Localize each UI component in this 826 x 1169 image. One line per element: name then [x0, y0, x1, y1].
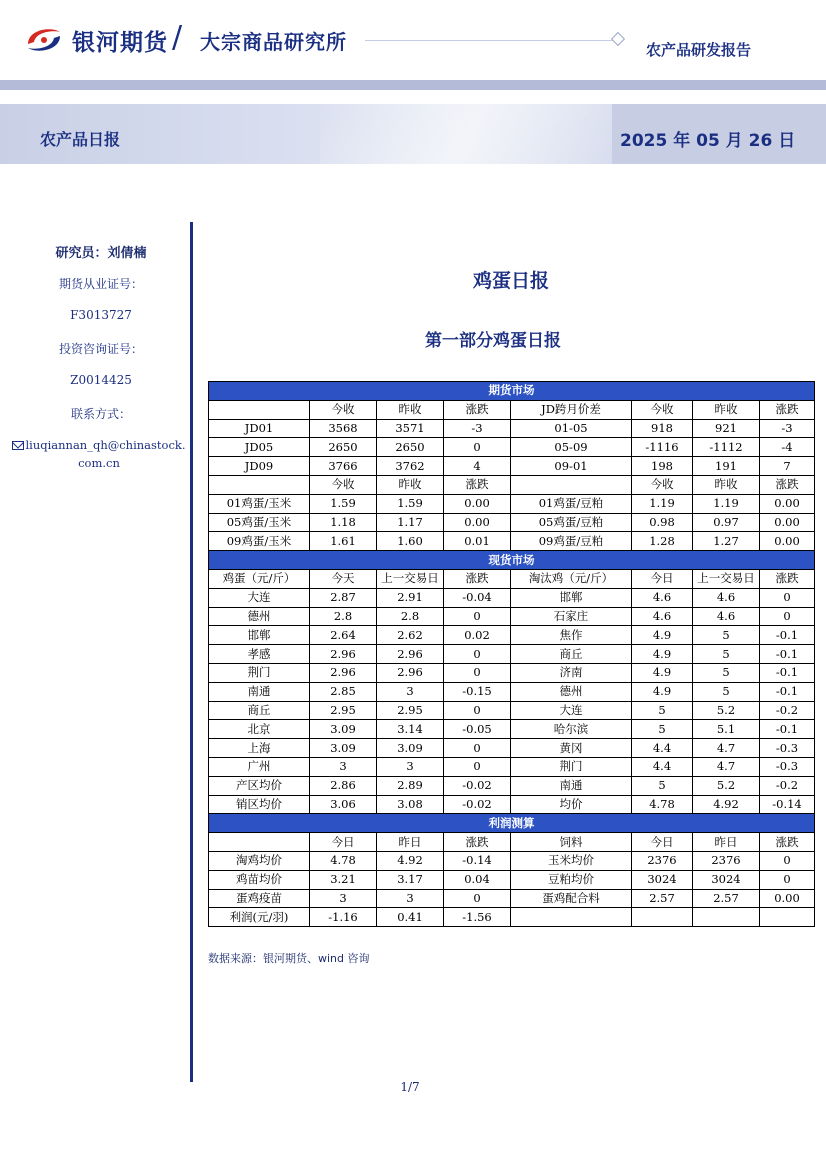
table-cell: 3.09 [310, 739, 377, 758]
table-row [209, 682, 815, 701]
table-cell: 0.00 [444, 513, 511, 532]
table-cell: 3762 [377, 457, 444, 476]
table-cell: 05-09 [511, 438, 632, 457]
spot-section-header-title: 现货市场 [209, 551, 815, 570]
table-row [209, 419, 815, 438]
table-header-row [209, 569, 815, 588]
table-cell: 3.08 [377, 795, 444, 814]
table-cell: 2.95 [310, 701, 377, 720]
table-cell: 荆门 [209, 663, 310, 682]
table-cell: 昨收 [377, 475, 444, 494]
table-cell: 0.00 [760, 532, 815, 551]
table-row [209, 889, 815, 908]
galaxy-logo-icon [24, 22, 64, 58]
table-cell: -0.05 [444, 720, 511, 739]
table-cell: 0.00 [760, 494, 815, 513]
table-cell: 昨日 [693, 833, 760, 852]
table-cell: 4.78 [632, 795, 693, 814]
table-cell: 涨跌 [760, 833, 815, 852]
table-cell: 3766 [310, 457, 377, 476]
table-cell: 4.9 [632, 645, 693, 664]
table-cell: 0 [444, 701, 511, 720]
table-cell: 3.09 [377, 739, 444, 758]
table-cell: 2650 [310, 438, 377, 457]
table-cell: 2.87 [310, 588, 377, 607]
table-cell: -1116 [632, 438, 693, 457]
table-cell: 4.9 [632, 663, 693, 682]
table-cell: 2.96 [310, 645, 377, 664]
table-cell [209, 833, 310, 852]
table-cell: 石家庄 [511, 607, 632, 626]
table-cell: 3 [377, 682, 444, 701]
table-cell: 3.14 [377, 720, 444, 739]
table-cell: 0 [444, 757, 511, 776]
table-cell: 2.96 [310, 663, 377, 682]
consult-label: 投资咨询证号： [58, 342, 143, 356]
table-cell: -1.56 [444, 908, 511, 927]
table-cell: 09鸡蛋/玉米 [209, 532, 310, 551]
table-cell: 5 [632, 720, 693, 739]
table-row [209, 870, 815, 889]
table-cell: 涨跌 [760, 569, 815, 588]
table-cell: 4.7 [693, 757, 760, 776]
table-cell: 0.41 [377, 908, 444, 927]
table-cell: 产区均价 [209, 776, 310, 795]
table-cell: JD01 [209, 419, 310, 438]
table-cell: 今天 [310, 569, 377, 588]
banner-decoration [320, 104, 620, 164]
table-cell: 涨跌 [444, 569, 511, 588]
table-cell [632, 908, 693, 927]
table-row [209, 457, 815, 476]
table-cell: -0.1 [760, 626, 815, 645]
license-number: F3013727 [70, 308, 132, 322]
table-cell: 大连 [209, 588, 310, 607]
table-cell: 0 [760, 851, 815, 870]
brand-name: 银河期货 [72, 30, 168, 56]
table-cell: 商丘 [511, 645, 632, 664]
table-cell: 4.9 [632, 626, 693, 645]
table-cell: 2.57 [693, 889, 760, 908]
table-cell: -0.1 [760, 645, 815, 664]
header-slash: / [172, 20, 183, 55]
table-cell: 5 [632, 701, 693, 720]
table-cell: -0.02 [444, 776, 511, 795]
table-cell: 大连 [511, 701, 632, 720]
table-row [209, 588, 815, 607]
table-cell: -1.16 [310, 908, 377, 927]
table-cell: 198 [632, 457, 693, 476]
table-cell: -0.1 [760, 682, 815, 701]
table-cell: -0.3 [760, 739, 815, 758]
license-label: 期货从业证号： [58, 277, 143, 291]
table-cell: 4.92 [693, 795, 760, 814]
table-cell: 2.96 [377, 645, 444, 664]
table-cell: 昨收 [377, 400, 444, 419]
table-cell: 01鸡蛋/玉米 [209, 494, 310, 513]
consult-number: Z0014425 [70, 373, 132, 387]
table-cell: 05鸡蛋/玉米 [209, 513, 310, 532]
table-cell: 5 [693, 626, 760, 645]
table-cell: 5 [693, 645, 760, 664]
table-cell: 0 [444, 663, 511, 682]
table-cell: 济南 [511, 663, 632, 682]
table-cell: -0.15 [444, 682, 511, 701]
table-cell: 利润(元/羽) [209, 908, 310, 927]
table-cell: 南通 [511, 776, 632, 795]
table-header-row [209, 400, 815, 419]
table-cell: 4.9 [632, 682, 693, 701]
email-line-1: liuqiannan_qh@chinastock. [25, 438, 186, 452]
table-cell: 玉米均价 [511, 851, 632, 870]
table-cell: 5.1 [693, 720, 760, 739]
table-row [209, 607, 815, 626]
table-cell: 1.27 [693, 532, 760, 551]
table-cell: -0.04 [444, 588, 511, 607]
table-cell: 焦作 [511, 626, 632, 645]
table-row [209, 757, 815, 776]
table-cell: 涨跌 [760, 400, 815, 419]
table-cell: 7 [760, 457, 815, 476]
table-cell: 5.2 [693, 701, 760, 720]
table-cell: 09-01 [511, 457, 632, 476]
table-cell: 1.28 [632, 532, 693, 551]
page-number: 1/7 [400, 1080, 420, 1094]
table-cell: 0.00 [760, 513, 815, 532]
table-cell: 孝感 [209, 645, 310, 664]
table-cell: 昨日 [377, 833, 444, 852]
table-cell: 1.17 [377, 513, 444, 532]
diamond-icon [611, 32, 625, 46]
table-row [209, 739, 815, 758]
report-type: 农产品研发报告 [646, 41, 752, 59]
table-cell: 191 [693, 457, 760, 476]
table-cell: -0.14 [444, 851, 511, 870]
contact-label: 联系方式： [70, 407, 131, 421]
table-cell: 1.19 [693, 494, 760, 513]
table-cell: 0 [444, 739, 511, 758]
table-cell: 4 [444, 457, 511, 476]
table-cell: 0.00 [444, 494, 511, 513]
table-cell: 哈尔滨 [511, 720, 632, 739]
spot-section-header [209, 551, 815, 570]
table-row [209, 494, 815, 513]
table-row [209, 720, 815, 739]
table-cell: 2.64 [310, 626, 377, 645]
table-cell: 2.95 [377, 701, 444, 720]
table-cell: 05鸡蛋/豆粕 [511, 513, 632, 532]
table-cell: 3 [377, 889, 444, 908]
contact-email[interactable] [10, 436, 188, 472]
table-cell: 3 [377, 757, 444, 776]
table-cell: 5 [632, 776, 693, 795]
table-row [209, 776, 815, 795]
table-cell: 邯郸 [511, 588, 632, 607]
department-name: 大宗商品研究所 [200, 30, 347, 54]
table-cell: 5 [693, 663, 760, 682]
table-cell: 3.17 [377, 870, 444, 889]
table-cell: -0.2 [760, 776, 815, 795]
table-cell: -0.02 [444, 795, 511, 814]
table-cell: -3 [444, 419, 511, 438]
table-cell: 5 [693, 682, 760, 701]
data-source: 数据来源：银河期货、wind 咨询 [208, 952, 370, 965]
researcher-name: 研究员：刘倩楠 [55, 246, 147, 261]
header-divider [365, 40, 615, 41]
table-cell: 2.8 [310, 607, 377, 626]
header-bar [0, 80, 826, 90]
table-cell: 1.61 [310, 532, 377, 551]
table-row [209, 532, 815, 551]
table-cell: 4.6 [693, 588, 760, 607]
table-cell: 昨收 [693, 475, 760, 494]
table-cell: 0.97 [693, 513, 760, 532]
table-cell: 3.21 [310, 870, 377, 889]
table-cell: 0 [760, 870, 815, 889]
table-cell: 4.92 [377, 851, 444, 870]
table-cell: 德州 [209, 607, 310, 626]
table-cell: 2.89 [377, 776, 444, 795]
table-cell: 1.59 [310, 494, 377, 513]
table-cell: 1.18 [310, 513, 377, 532]
table-row [209, 513, 815, 532]
table-cell: 鸡苗均价 [209, 870, 310, 889]
table-cell: 蛋鸡疫苗 [209, 889, 310, 908]
table-cell: 0.01 [444, 532, 511, 551]
table-cell: 0 [444, 889, 511, 908]
table-cell: 荆门 [511, 757, 632, 776]
table-cell: 涨跌 [444, 833, 511, 852]
table-cell: 德州 [511, 682, 632, 701]
table-cell [209, 475, 310, 494]
table-cell: 蛋鸡配合料 [511, 889, 632, 908]
table-cell: 今收 [632, 475, 693, 494]
table-row [209, 908, 815, 927]
table-cell: 今日 [632, 833, 693, 852]
table-cell: 淘汰鸡（元/斤） [511, 569, 632, 588]
table-cell: -0.1 [760, 663, 815, 682]
table-cell: -3 [760, 419, 815, 438]
table-cell: 鸡蛋（元/斤） [209, 569, 310, 588]
table-cell: 北京 [209, 720, 310, 739]
table-cell: 今收 [310, 400, 377, 419]
table-cell: 1.59 [377, 494, 444, 513]
table-cell: 09鸡蛋/豆粕 [511, 532, 632, 551]
table-cell: 3.06 [310, 795, 377, 814]
table-cell: 5.2 [693, 776, 760, 795]
profit-section-header-title: 利润测算 [209, 814, 815, 833]
table-cell [511, 475, 632, 494]
table-cell: -4 [760, 438, 815, 457]
table-cell: 销区均价 [209, 795, 310, 814]
table-cell: 豆粕均价 [511, 870, 632, 889]
main-title: 鸡蛋日报 [472, 270, 549, 292]
sidebar-divider [190, 222, 193, 1082]
table-cell: JD09 [209, 457, 310, 476]
table-cell [209, 400, 310, 419]
table-cell: 涨跌 [444, 400, 511, 419]
table-cell: -0.2 [760, 701, 815, 720]
table-cell: 0 [760, 588, 815, 607]
table-cell: 今日 [310, 833, 377, 852]
table-cell: JD05 [209, 438, 310, 457]
table-cell: -1112 [693, 438, 760, 457]
table-cell: 4.6 [632, 588, 693, 607]
table-cell: 2.8 [377, 607, 444, 626]
table-cell: 0.00 [760, 889, 815, 908]
table-cell: 2650 [377, 438, 444, 457]
table-cell: 涨跌 [760, 475, 815, 494]
table-cell: 今收 [632, 400, 693, 419]
table-cell: 4.7 [693, 739, 760, 758]
table-cell [760, 908, 815, 927]
table-cell [511, 908, 632, 927]
table-cell: 2376 [632, 851, 693, 870]
table-cell: 0 [444, 645, 511, 664]
table-cell: 0 [444, 607, 511, 626]
table-cell: 南通 [209, 682, 310, 701]
table-cell: 2.91 [377, 588, 444, 607]
section-subtitle: 第一部分鸡蛋日报 [425, 331, 561, 351]
table-cell: -0.14 [760, 795, 815, 814]
table-cell: 4.6 [693, 607, 760, 626]
table-cell: 涨跌 [444, 475, 511, 494]
table-cell: 4.78 [310, 851, 377, 870]
table-cell: 3571 [377, 419, 444, 438]
table-row [209, 663, 815, 682]
table-cell: 3568 [310, 419, 377, 438]
table-cell: JD跨月价差 [511, 400, 632, 419]
table-cell: 均价 [511, 795, 632, 814]
table-cell: 3 [310, 889, 377, 908]
table-row [209, 626, 815, 645]
table-cell: 上一交易日 [693, 569, 760, 588]
table-header-row [209, 475, 815, 494]
table-cell: 4.6 [632, 607, 693, 626]
report-header [0, 0, 826, 80]
table-cell: 黄冈 [511, 739, 632, 758]
title-banner [0, 104, 826, 164]
futures-section-header-title: 期货市场 [209, 382, 815, 401]
email-line-2: com.cn [78, 456, 120, 470]
table-cell: 01-05 [511, 419, 632, 438]
table-cell: 2.57 [632, 889, 693, 908]
table-cell: 1.19 [632, 494, 693, 513]
table-cell: 3024 [693, 870, 760, 889]
table-cell: 4.4 [632, 757, 693, 776]
table-row [209, 851, 815, 870]
table-cell: 邯郸 [209, 626, 310, 645]
table-cell: 上海 [209, 739, 310, 758]
table-cell: 4.4 [632, 739, 693, 758]
table-row [209, 438, 815, 457]
futures-section-header [209, 382, 815, 401]
table-cell: 广州 [209, 757, 310, 776]
table-row [209, 645, 815, 664]
table-cell: 3 [310, 757, 377, 776]
table-cell: 2.62 [377, 626, 444, 645]
table-cell: 2.85 [310, 682, 377, 701]
table-cell: 01鸡蛋/豆粕 [511, 494, 632, 513]
table-cell: 今收 [310, 475, 377, 494]
table-cell: 0.98 [632, 513, 693, 532]
report-date: 2025 年 05 月 26 日 [620, 131, 796, 151]
table-cell: 商丘 [209, 701, 310, 720]
egg-daily-table [208, 381, 815, 927]
table-cell: 918 [632, 419, 693, 438]
table-cell: 3.09 [310, 720, 377, 739]
table-cell: 今日 [632, 569, 693, 588]
table-cell: 0 [444, 438, 511, 457]
table-cell: 2376 [693, 851, 760, 870]
banner-title: 农产品日报 [40, 130, 121, 149]
table-cell: -0.1 [760, 720, 815, 739]
table-cell: 3024 [632, 870, 693, 889]
table-cell: 淘鸡均价 [209, 851, 310, 870]
table-row [209, 795, 815, 814]
table-cell: 2.96 [377, 663, 444, 682]
table-cell [693, 908, 760, 927]
profit-section-header [209, 814, 815, 833]
table-cell: 0.04 [444, 870, 511, 889]
table-cell: 2.86 [310, 776, 377, 795]
table-cell: 1.60 [377, 532, 444, 551]
table-row [209, 701, 815, 720]
table-cell: 饲料 [511, 833, 632, 852]
table-cell: 921 [693, 419, 760, 438]
table-cell: 0.02 [444, 626, 511, 645]
mail-icon [12, 441, 24, 450]
table-cell: -0.3 [760, 757, 815, 776]
table-cell: 昨收 [693, 400, 760, 419]
table-header-row [209, 833, 815, 852]
table-cell: 0 [760, 607, 815, 626]
table-cell: 上一交易日 [377, 569, 444, 588]
